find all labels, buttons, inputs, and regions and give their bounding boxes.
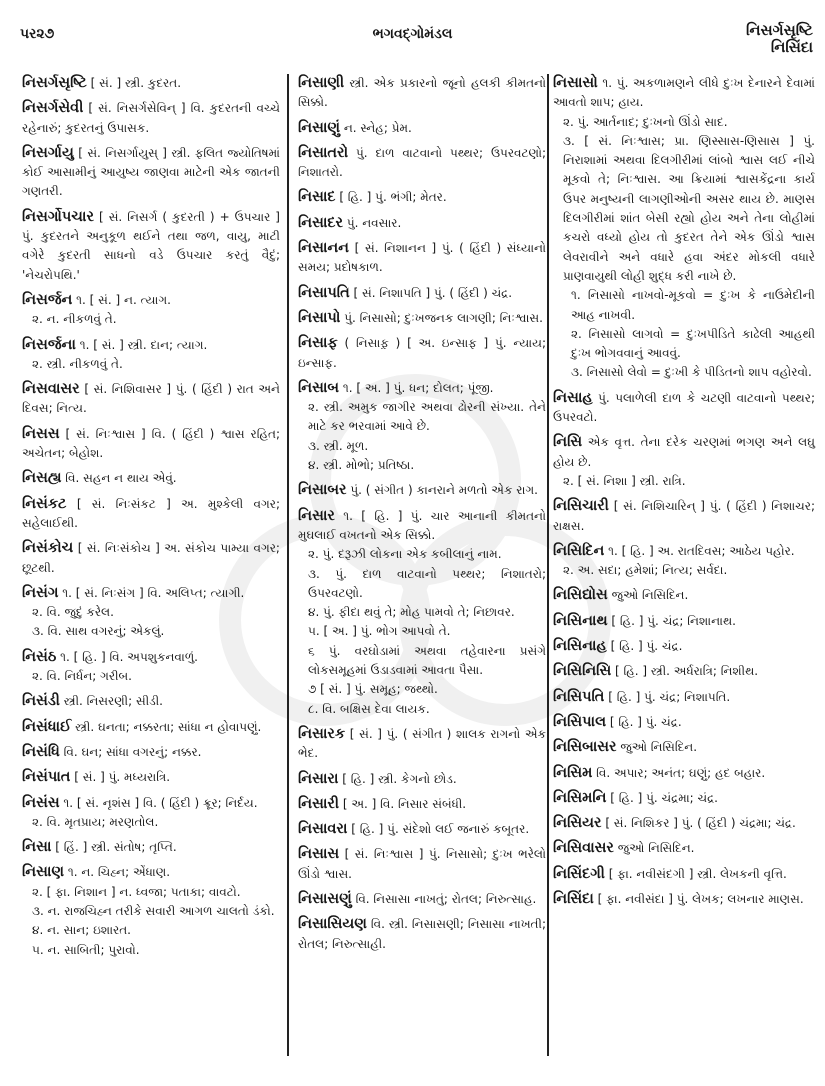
definition: વિ. સ્ત્રી. નિસાસણી; નિસાસા નાખતી; રોતલ; નિરુત્સાહી.: [298, 917, 546, 951]
entry-main: [553, 662, 815, 681]
headword: નિસા: [22, 839, 52, 856]
entry-main: [298, 214, 546, 233]
entry-main: [298, 74, 546, 113]
entry-main: [298, 284, 546, 303]
headword: નિસિવાસર: [553, 840, 614, 857]
definition: વિ. ઘન; સાંધા વગરનું; નક્કર.: [63, 744, 202, 759]
headword: નિસાપો: [298, 309, 341, 326]
sense: ૫. ન. સાબિતી; પુરાવો.: [32, 942, 140, 957]
sense: ૭ [ સં. ] પું. સમૂહ; જથ્થો.: [308, 682, 438, 697]
definition: [ હિ. ] પું. ચંદ્ર; નિશાપતિ.: [608, 689, 731, 704]
entry-main: [298, 770, 546, 789]
definition: પું. દાળ વાટવાનો પથ્થર; ઉપરવટણો; નિશાતરો.: [298, 145, 546, 180]
definition: [ સં. નિશિવાસર ] પું. ( હિંદી ) રાત અને દિવસ; નિત્ય.: [22, 382, 280, 416]
dictionary-entry: [298, 144, 546, 183]
headword: નિસાસ: [298, 846, 340, 863]
dictionary-entry: [298, 890, 546, 909]
sense: ૩. સ્ત્રી. મૂળ.: [308, 438, 369, 453]
entry-main: [553, 814, 815, 833]
entry-main: [553, 389, 815, 428]
entry-main: [22, 74, 280, 93]
dictionary-entry: [22, 425, 280, 464]
dictionary-entry: [553, 542, 815, 581]
definition: [ સં. ] પું. ( સંગીત ) શાલક રાગનો એક ભેદ.: [298, 726, 546, 761]
headword: નિસાણી: [298, 75, 345, 91]
headword: નિસિપાલ: [553, 713, 607, 730]
entry-main: [22, 495, 280, 534]
phrase: ૧. નિસાસો નાખવો-મૂકવો = દુઃખ કે નાઉમેદીની આહ નાખવી.: [571, 288, 815, 322]
dictionary-entry: [298, 119, 546, 138]
entry-main: [22, 291, 280, 310]
phrase: ૨. નિસાસો લાગવો = દુઃખપીડિતે કાઢેલી આહથી દુઃખ ભોગવવાનું આવવું.: [571, 326, 815, 361]
entry-main: [553, 586, 815, 605]
entry-main: [553, 688, 815, 707]
sense: ૨. વિ. નિર્ધન; ગરીબ.: [32, 669, 132, 684]
definition: ( નિસાફ઼ ) [ અ. ઇન્સાફ ] પું. ન્યાય; ઇન્સાફ.: [298, 336, 546, 370]
headword: નિસાર: [298, 507, 335, 524]
headword: નિસાફ: [298, 335, 338, 352]
entry-main: [22, 718, 280, 737]
dictionary-entry: [22, 794, 280, 833]
headword: નિસિબાસર: [553, 739, 617, 756]
entry-main: [22, 794, 280, 813]
entry-main: [298, 481, 546, 500]
guide-word-last: નિસિંદા: [770, 38, 813, 56]
sense: ૪. સ્ત્રી. મોભો; પ્રતિષ્ઠા.: [308, 458, 415, 473]
dictionary-entry: [553, 738, 815, 757]
headword: નિસર્જન: [22, 291, 73, 308]
entry-main: [298, 239, 546, 278]
definition: પું. ( સંગીત ) કાનરાને મળતો એક રાગ.: [350, 483, 538, 498]
headword: નિસિપતિ: [553, 688, 605, 705]
entry-main: [553, 764, 815, 783]
headword: નિસિંદા: [553, 890, 594, 907]
headword: નિસંસ: [22, 794, 60, 811]
definition: [ હિ. ] પું. ચંદ્ર.: [610, 639, 683, 654]
dictionary-entry: [553, 814, 815, 833]
headword: નિસંધિ: [22, 743, 60, 760]
headword: નિસિમનિ: [553, 789, 607, 806]
headword: નિસાતરો: [298, 144, 349, 161]
sense: ૩. [ સં. નિઃશ્વાસ; પ્રા. ણિસ્સાસ-ણિસાસ ] પું. નિરાશામાં અથવા દિલગીરીમાં લાંબો શ્વાસ લઈ નીચે મૂકવો તે; નિઃશ્વાસ. આ ક્રિયામાં શ્વાસકેંદ્રના કાર્ય ઉપર મનુષ્યની લાગણીઓની અસર થાય છે. માણસ દિલગીરીમાં શાંત બેસી રહ્યો હોય અને તેના લોહીમાં કચરો વધ્યો હોય તો કુદરત તેને એક ઊંડો શ્વાસ લેવરાવીને અને વધારે હવા અંદર મોકલી વધારે પ્રાણવાયુથી લોહી શુદ્ધ કરી નાખે છે.: [563, 133, 815, 283]
definition: [ ફા. નવીસંદા ] પું. લેખક; લખનાર માણસ.: [597, 891, 804, 906]
sense: ૮. વિ. બક્ષિસ દેવા લાયક.: [308, 701, 430, 716]
dictionary-entry: [553, 586, 815, 605]
headword: નિસિદિન: [553, 542, 605, 559]
definition: ૧. ન. ચિહ્ન; એંધાણ.: [67, 865, 171, 880]
headword: નિસાસો: [553, 75, 598, 91]
headword: નિસાદર: [298, 214, 343, 231]
sense: ૨. ન. નીકળવું તે.: [32, 312, 117, 327]
dictionary-entry: [22, 692, 280, 711]
headword: નિસંધાઈ: [22, 718, 72, 735]
definition: [ હિ. ] પું. ભંગી; મેતર.: [339, 190, 447, 205]
entry-main: [298, 820, 546, 839]
headword: નિસર્ગસેવી: [22, 100, 84, 117]
entry-main: [298, 144, 546, 183]
sense: ૩. પું. દાળ વાટવાનો પથ્થર; નિશાતરો; ઉપરવટણો.: [308, 566, 546, 600]
sense: ૨. પું. આર્તનાદ; દુઃખનો ઊંડો સાદ.: [563, 114, 728, 129]
entry-main: [22, 539, 280, 578]
dictionary-entry: [22, 838, 280, 857]
dictionary-entry: [22, 208, 280, 285]
dictionary-entry: [553, 389, 815, 428]
dictionary-entry: [22, 336, 280, 375]
entry-main: [22, 99, 280, 138]
definition: સ્ત્રી. ઘનતા; નક્કરતા; સાંધા ન હોવાપણું.: [75, 719, 262, 734]
definition: એક વૃત્ત. તેના દરેક ચરણમાં ભગણ અને લઘુ હોય છે.: [553, 435, 815, 469]
sense: ૨. [ ફા. નિશાન ] ન. ધ્વજા; પતાકા; વાવટો.: [32, 884, 241, 899]
entry-main: [298, 334, 546, 373]
definition: પું. નિસાસો; દુઃખજનક લાગણી; નિઃશ્વાસ.: [344, 310, 543, 325]
column-divider: [287, 74, 289, 1056]
definition: [ હિ. ] પું. ચંદ્રમા; ચંદ્ર.: [610, 790, 719, 805]
entry-main: [22, 648, 280, 667]
guide-word-first: નિસર્ગસૃષ્ટિ: [745, 21, 813, 39]
definition: સ્ત્રી. એક પ્રકારનો જૂનો હલકી કીમતનો સિક્કો.: [298, 76, 546, 110]
headword: નિસાનન: [298, 240, 349, 257]
dictionary-entry: [298, 845, 546, 884]
entry-main: [22, 380, 280, 419]
definition: જુઓ નિસિદિન.: [620, 740, 698, 755]
dictionary-entry: [298, 507, 546, 719]
dictionary-entry: [22, 768, 280, 787]
dictionary-entry: [298, 915, 546, 954]
entry-main: [298, 845, 546, 884]
definition: [ સં. નિશિકર ] પું. ( હિંદી ) ચંદ્રમા; ચંદ્ર.: [605, 816, 796, 831]
dictionary-entry: [553, 612, 815, 631]
entry-main: [553, 789, 815, 808]
headword: નિસાહ: [553, 389, 593, 406]
dictionary-entry: [553, 713, 815, 732]
dictionary-entry: [22, 380, 280, 419]
definition: વિ. અપાર; અનંત; ઘણું; હદ બહાર.: [596, 765, 766, 780]
guide-words: [746, 22, 813, 56]
headword: નિસાબ: [298, 379, 340, 396]
definition: [ સં. નિસર્ગસેવિન્ ] વિ. કુદરતની વચ્ચે રહેનારું; કુદરતનું ઉપાસક.: [22, 101, 280, 135]
dictionary-entry: [298, 820, 546, 839]
definition: [ સં. નિઃસંકટ ] અ. મુશ્કેલી વગર; સહેલાઈથી.: [22, 496, 280, 530]
definition: સ્ત્રી. નિસરણી; સીડી.: [63, 694, 163, 709]
dictionary-entry: [298, 284, 546, 303]
headword: નિસિંદગી: [553, 865, 605, 882]
definition: [ ફા. નવીસંદગી ] સ્ત્રી. લેખકની વૃત્તિ.: [608, 866, 787, 881]
definition: ૧. [ હિ. ] અ. રાતદિવસ; આઠેય પહોર.: [608, 543, 795, 558]
dictionary-entry: [22, 99, 280, 138]
sense: ૪. ન. સાન; ઇશારત.: [32, 923, 131, 938]
entry-main: [22, 692, 280, 711]
entry-main: [22, 863, 280, 882]
dictionary-entry: [298, 239, 546, 278]
sense: ૫. [ અ. ] પું. ભોગ આપવો તે.: [308, 624, 451, 639]
headword: નિસંકોચ: [22, 540, 74, 557]
page-header: [0, 0, 825, 58]
definition: [ સં. નિઃસંકોચ ] અ. સંકોચ પામ્યા વગર; છૂટથી.: [22, 541, 280, 575]
dictionary-entry: [22, 743, 280, 762]
definition: જુઓ નિસિદિન.: [611, 588, 689, 603]
headword: નિસંગ: [22, 584, 59, 601]
definition: ૧. [ સં. નિઃસંગ ] વિ. અલિપ્ત; ત્યાગી.: [62, 585, 245, 600]
dictionary-entry: [22, 539, 280, 578]
definition: [ હિ. ] પું. સંદેશો લઈ જનારું કબૂતર.: [351, 822, 530, 837]
headword: નિસાપતિ: [298, 284, 350, 301]
headword: નિસર્જના: [22, 336, 76, 353]
definition: વિ. સહન ન થાય એવું.: [65, 471, 177, 486]
entry-main: [553, 890, 815, 909]
entry-main: [553, 738, 815, 757]
entry-main: [298, 915, 546, 954]
dictionary-entry: [553, 764, 815, 783]
definition: [ હિ. ] પું. ચંદ્ર.: [609, 714, 682, 729]
dictionary-entry: [22, 291, 280, 330]
sense: ૬ પું. વરઘોડામાં અથવા તહેવારના પ્રસંગે લોકસમૂહમાં ઉડાડવામાં આવતા પૈસા.: [308, 643, 546, 678]
entry-main: [553, 839, 815, 858]
dictionary-entry: [22, 144, 280, 202]
dictionary-entry: [298, 481, 546, 500]
headword: નિસંકટ: [22, 495, 67, 512]
sense: ૩. વિ. સાથ વગરનું; એકલું.: [32, 624, 165, 639]
definition: પું. નવસાર.: [346, 215, 402, 230]
book-title: ભગવદ્ગોમંડલ: [372, 26, 453, 42]
definition: પું. પલાળેલી દાળ કે ચટણી વાટવાનો પથ્થર; ઉપરવટો.: [553, 390, 815, 425]
entry-main: [22, 336, 280, 355]
definition: [ સં. નિશાનન ] પું. ( હિંદી ) સંધ્યાનો સમય; પ્રદોષકાળ.: [298, 241, 546, 275]
dictionary-entry: [298, 379, 546, 475]
entry-main: [22, 768, 280, 787]
definition: જુઓ નિસિદિન.: [617, 841, 695, 856]
column-left: [22, 74, 280, 966]
definition: [ હિ. ] સ્ત્રી. કેગનો છોડ.: [342, 771, 457, 786]
dictionary-entry: [553, 688, 815, 707]
column-middle: [298, 74, 546, 960]
headword: નિસિ: [553, 434, 583, 451]
entry-main: [553, 713, 815, 732]
sense: ૪. પું. ફીદા થવું તે; મોહ પામવો તે; નિછાવર.: [308, 605, 515, 620]
definition: [ સં. નિસર્ગ ( કુદરતી ) + ઉપચાર ] પું. કુદરતને અનુકૂળ થઈને તથા જળ, વાયુ, માટી વગેરે કુદરતી સાધનો વડે ઉપચાર કરતું વૈદું; 'નેચરોપથિ.': [22, 209, 280, 282]
headword: નિસિનાથ: [553, 612, 608, 629]
headword: નિસાદ: [298, 189, 336, 206]
headword: નિસાણ: [22, 864, 65, 881]
definition: [ હિ. ] સ્ત્રી. અર્ધરાત્રિ; નિશીથ.: [615, 664, 759, 679]
entry-main: [298, 188, 546, 207]
headword: નિસિનાહ: [553, 638, 607, 655]
column-divider: [547, 74, 549, 1056]
headword: નિસર્ગસૃષ્ટિ: [22, 75, 87, 91]
headword: નિસસ: [22, 425, 60, 442]
sense: ૨. [ સં. નિશા ] સ્ત્રી. રાત્રિ.: [563, 473, 686, 488]
sense: ૨. વિ. મૃતપ્રાય; મરણતોલ.: [32, 814, 159, 829]
definition: ન. સ્નેહ; પ્રેમ.: [343, 120, 412, 135]
entry-main: [298, 119, 546, 138]
dictionary-entry: [298, 309, 546, 328]
definition: ૧. પું. અકળામણને લીધે દુઃખ દેનારને દેવામાં આવતો શાપ; હાય.: [553, 76, 815, 110]
headword: નિસિચારી: [553, 498, 609, 515]
dictionary-entry: [22, 74, 280, 93]
entry-main: [22, 425, 280, 464]
dictionary-entry: [298, 770, 546, 789]
headword: નિસિનિસિ: [553, 663, 612, 680]
dictionary-entry: [553, 865, 815, 884]
dictionary-entry: [22, 648, 280, 687]
dictionary-entry: [553, 637, 815, 656]
dictionary-entry: [22, 469, 280, 488]
entry-main: [298, 890, 546, 909]
sense: ૨. પું. દરૂઝી લોકના એક કબીલાનું નામ.: [308, 547, 502, 562]
headword: નિસાસણું: [298, 890, 352, 907]
definition: [ સં. નિઃશ્વાસ ] પું. નિસાસો; દુઃખ ભરેલો ઊંડો શ્વાસ.: [298, 847, 546, 881]
entry-main: [298, 379, 546, 398]
dictionary-entry: [22, 863, 280, 959]
headword: નિસારી: [298, 795, 340, 812]
dictionary-entry: [553, 890, 815, 909]
headword: નિસારા: [298, 770, 339, 787]
definition: ૧. [ સં. નૃશંસ ] વિ. ( હિંદી ) ક્રૂર; નિર્દય.: [63, 795, 258, 810]
headword: નિસાબર: [298, 482, 347, 499]
dictionary-entry: [22, 718, 280, 737]
headword: નિસારક: [298, 725, 346, 742]
headword: નિસાણું: [298, 119, 341, 136]
entry-main: [553, 433, 815, 472]
definition: વિ. નિસાસા નાખતું; રોતલ; નિરુત્સાહ.: [355, 891, 537, 906]
entry-main: [22, 838, 280, 857]
sense: ૨. વિ. જુદું કરેલ.: [32, 605, 114, 620]
headword: નિસિયર: [553, 815, 602, 832]
dictionary-entry: [553, 662, 815, 681]
definition: ૧. [ સં. ] સ્ત્રી. દાન; ત્યાગ.: [79, 337, 208, 352]
entry-main: [298, 795, 546, 814]
definition: [ હિ. ] પું. ચંદ્ર; નિશાનાથ.: [611, 613, 736, 628]
dictionary-entry: [553, 74, 815, 383]
entry-main: [22, 743, 280, 762]
dictionary-entry: [553, 789, 815, 808]
dictionary-entry: [22, 584, 280, 642]
definition: [ અ. ] વિ. નિસાર સંબંધી.: [342, 796, 467, 811]
headword: નિસંપાત: [22, 769, 71, 786]
page-number: પર૨૭: [20, 26, 55, 42]
entry-main: [553, 637, 815, 656]
headword: નિસિમ: [553, 764, 593, 781]
headword: નિસહ્ય: [22, 470, 62, 487]
dictionary-entry: [22, 495, 280, 534]
headword: નિસિદ્યોસ: [553, 587, 608, 604]
definition: ૧. [ અ. ] પું. ધન; દોલત; પૂંજી.: [342, 380, 494, 395]
entry-main: [22, 584, 280, 603]
definition: ૧. [ હિ. ] વિ. અપશુકનવાળું.: [60, 649, 198, 664]
headword: નિસાસિયણ: [298, 916, 367, 933]
entry-main: [553, 612, 815, 631]
definition: [ સં. નિશાપતિ ] પું. ( હિંદી ) ચંદ્ર.: [353, 285, 513, 300]
entry-main: [22, 469, 280, 488]
entry-main: [553, 865, 815, 884]
sense: ૩. ન. રાજચિહ્ન તરીકે સવારી આગળ ચાલતો ડંકો.: [32, 903, 275, 918]
definition: [ સં. ] પું. મધ્યરાત્રિ.: [74, 770, 171, 785]
headword: નિસર્ગાયુ: [22, 144, 74, 161]
dictionary-entry: [298, 725, 546, 764]
entry-main: [553, 542, 815, 561]
dictionary-entry: [298, 214, 546, 233]
entry-main: [22, 208, 280, 285]
headword: નિસર્ગોપચાર: [22, 208, 94, 225]
entry-main: [22, 144, 280, 202]
dictionary-entry: [298, 188, 546, 207]
dictionary-entry: [553, 433, 815, 491]
headword: નિસાવરા: [298, 821, 348, 838]
dictionary-entry: [553, 497, 815, 536]
entry-main: [553, 497, 815, 536]
sense: ૨. અ. સદા; હમેશાં; નિત્ય; સર્વદા.: [563, 563, 728, 578]
sense: ૨. સ્ત્રી. અમુક જાગીર અથવા ઢોરની સંખ્યા. તેને માટે કર ભરવામાં આવે છે.: [308, 400, 546, 434]
dictionary-entry: [298, 334, 546, 373]
definition: [ સં. નિશિચારિન્ ] પું. ( હિંદી ) નિશાચર; રાક્ષસ.: [553, 499, 815, 533]
entry-main: [298, 309, 546, 328]
headword: નિસંઠ: [22, 648, 57, 665]
definition: [ સં. નિસર્ગાયુસ્ ] સ્ત્રી. ફલિત જ્યોતિષમાં કોઈ આસામીનું આયુષ્ય જાણવા માટેની એક જાતની ગણતરી.: [22, 145, 280, 199]
headword: નિસંડી: [22, 693, 60, 710]
dictionary-entry: [553, 839, 815, 858]
definition: ૧. [ હિ. ] પું. ચાર આનાની કીમતનો મુઘલાઈ વખતનો એક સિક્કો.: [298, 508, 546, 542]
dictionary-entry: [298, 74, 546, 113]
definition: ૧. [ સં. ] ન. ત્યાગ.: [76, 292, 171, 307]
definition: [ હિં. ] સ્ત્રી. સંતોષ; તૃપ્તિ.: [55, 840, 177, 855]
entry-main: [553, 74, 815, 113]
headword: નિસવાસર: [22, 381, 80, 398]
definition: [ સં. ] સ્ત્રી. કુદરત.: [90, 76, 182, 90]
sense: ૨. સ્ત્રી. નીકળવું તે.: [32, 356, 123, 371]
definition: [ સં. નિઃશ્વાસ ] વિ. ( હિંદી ) શ્વાસ રહિત; અચેતન; બેહોશ.: [22, 426, 280, 461]
dictionary-entry: [298, 795, 546, 814]
phrase: ૩. નિસાસો લેવો = દુઃખી કે પીડિતનો શાપ વહોરવો.: [571, 365, 812, 380]
entry-main: [298, 725, 546, 764]
entry-main: [298, 507, 546, 546]
column-right: [553, 74, 815, 915]
